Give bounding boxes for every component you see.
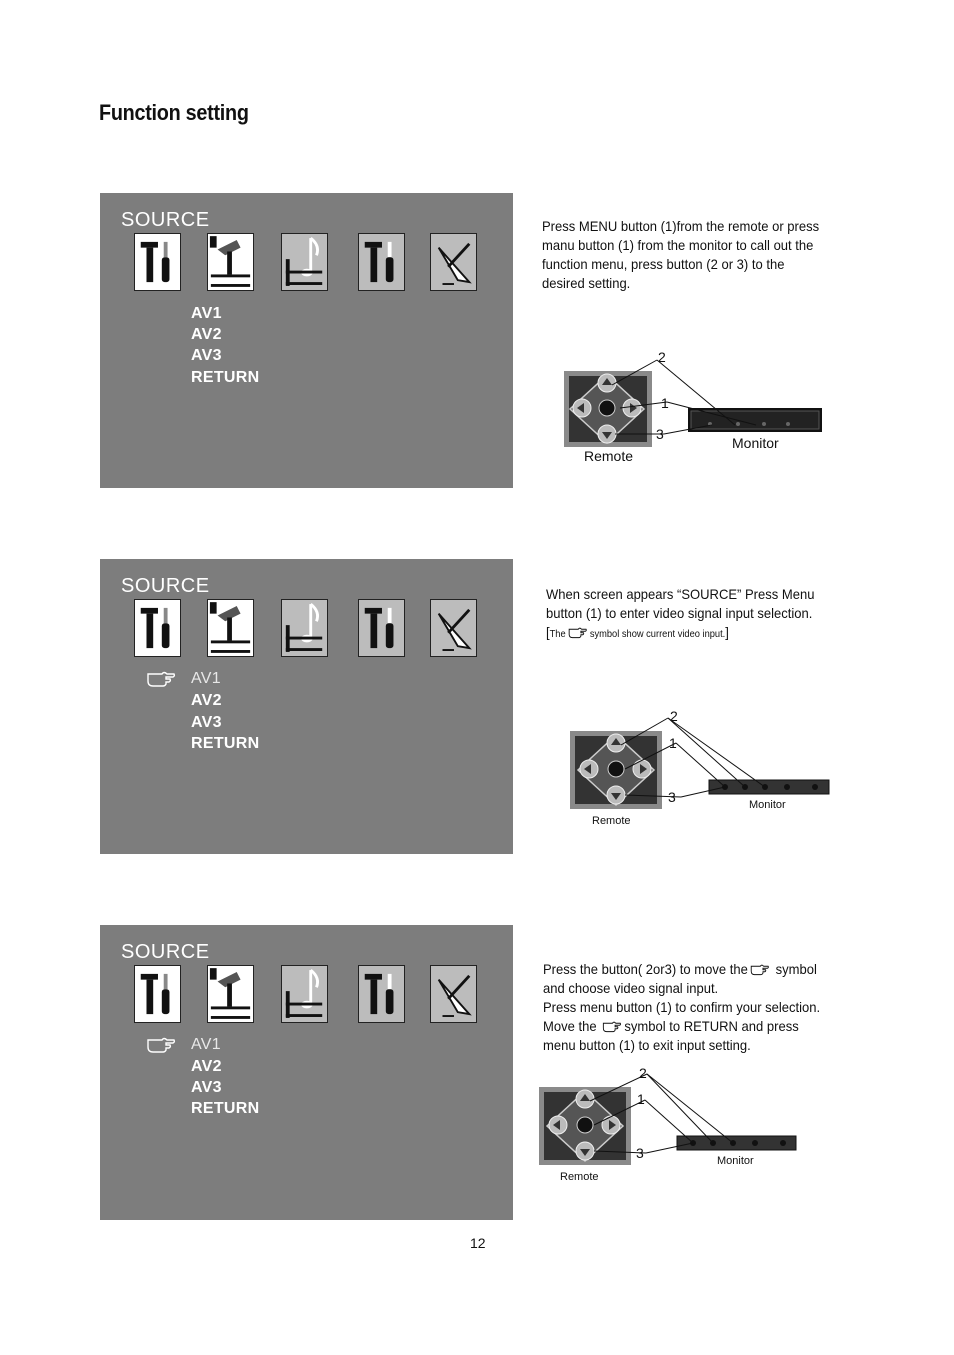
music-note-icon xyxy=(281,233,328,291)
hammer-screwdriver-icon xyxy=(358,599,405,657)
step2-description xyxy=(546,585,814,644)
text-line: menu button (1) to exit input setting. xyxy=(543,1037,751,1053)
pointing-hand-icon xyxy=(566,625,590,639)
bracket-close: ] xyxy=(725,624,729,640)
satellite-dish-icon xyxy=(430,965,477,1023)
menu-item-return[interactable]: RETURN xyxy=(191,1100,260,1117)
menu-item-av3[interactable]: AV3 xyxy=(191,1079,222,1096)
remote-label: Remote xyxy=(584,448,634,464)
menu-item-av2[interactable]: AV2 xyxy=(191,1058,222,1075)
label-1: 1 xyxy=(669,735,677,751)
remote-label: Remote xyxy=(560,1171,599,1183)
hammer-tv-icon xyxy=(207,599,254,657)
hammer-screwdriver-icon xyxy=(134,965,181,1023)
satellite-dish-icon xyxy=(430,599,477,657)
menu-item-return[interactable]: RETURN xyxy=(191,369,260,386)
label-2: 2 xyxy=(639,1065,647,1081)
hammer-screwdriver-icon xyxy=(134,599,181,657)
music-note-icon xyxy=(281,965,328,1023)
pointing-hand-icon xyxy=(748,962,772,976)
text-line xyxy=(543,960,820,979)
text-segment: Press the button( 2or3) to move the xyxy=(543,961,748,977)
remote-label: Remote xyxy=(592,815,631,827)
text-line: button (1) to enter video signal input selection. xyxy=(546,605,813,621)
panel-title: SOURCE xyxy=(121,575,210,597)
hammer-screwdriver-icon xyxy=(358,233,405,291)
source-menu-panel-1 xyxy=(100,193,513,488)
label-3: 3 xyxy=(656,426,664,442)
panel-title: SOURCE xyxy=(121,209,210,231)
label-2: 2 xyxy=(670,708,678,724)
pointing-hand-icon xyxy=(146,668,176,688)
remote-monitor-diagram-3 xyxy=(535,1062,805,1187)
pointing-hand-icon xyxy=(146,1034,176,1054)
hammer-tv-icon xyxy=(207,233,254,291)
text-line: Press menu button (1) to confirm your selection. xyxy=(543,999,821,1015)
panel-title: SOURCE xyxy=(121,941,210,963)
text-line: Press MENU button (1)from the remote or press xyxy=(542,218,820,234)
monitor-label: Monitor xyxy=(717,1155,754,1167)
text-line: function menu, press button (2 or 3) to the xyxy=(542,256,785,272)
note-line xyxy=(546,623,814,644)
label-2: 2 xyxy=(658,349,666,365)
source-menu-panel-2 xyxy=(100,559,513,854)
label-1: 1 xyxy=(661,395,669,411)
text-line: desired setting. xyxy=(542,275,631,291)
satellite-dish-icon xyxy=(430,233,477,291)
hammer-tv-icon xyxy=(207,965,254,1023)
menu-item-av1[interactable]: AV1 xyxy=(191,1036,221,1053)
label-3: 3 xyxy=(636,1145,644,1161)
text-segment: symbol xyxy=(771,961,817,977)
text-segment: symbol to RETURN and press xyxy=(624,1018,799,1034)
step1-description xyxy=(542,217,819,293)
text-line xyxy=(543,1017,820,1036)
text-line: and choose video signal input. xyxy=(543,980,719,996)
music-note-icon xyxy=(281,599,328,657)
note-text: The xyxy=(549,629,566,640)
menu-item-av1[interactable]: AV1 xyxy=(191,670,221,687)
text-line: When screen appears “SOURCE” Press Menu xyxy=(546,586,815,602)
text-segment: Move the xyxy=(543,1018,601,1034)
menu-item-av3[interactable]: AV3 xyxy=(191,714,222,731)
menu-item-av2[interactable]: AV2 xyxy=(191,692,222,709)
remote-monitor-diagram-2 xyxy=(565,705,835,830)
menu-item-av3[interactable]: AV3 xyxy=(191,347,222,364)
menu-item-return[interactable]: RETURN xyxy=(191,735,260,752)
step3-description xyxy=(543,960,820,1055)
monitor-label: Monitor xyxy=(732,435,779,451)
source-menu-panel-3 xyxy=(100,925,513,1220)
hammer-screwdriver-icon xyxy=(358,965,405,1023)
monitor-label: Monitor xyxy=(749,799,786,811)
remote-monitor-diagram-1 xyxy=(560,345,830,470)
label-1: 1 xyxy=(637,1091,645,1107)
pointing-hand-icon xyxy=(600,1019,624,1033)
hammer-screwdriver-icon xyxy=(134,233,181,291)
menu-item-av1[interactable]: AV1 xyxy=(191,305,222,322)
bracket-open: [ xyxy=(546,624,550,640)
menu-item-av2[interactable]: AV2 xyxy=(191,326,222,343)
page-title: Function setting xyxy=(99,100,249,125)
page-number: 12 xyxy=(470,1235,486,1251)
note-text: symbol show current video input. xyxy=(589,629,726,640)
label-3: 3 xyxy=(668,789,676,805)
text-line: manu button (1) from the monitor to call out the xyxy=(542,237,814,253)
